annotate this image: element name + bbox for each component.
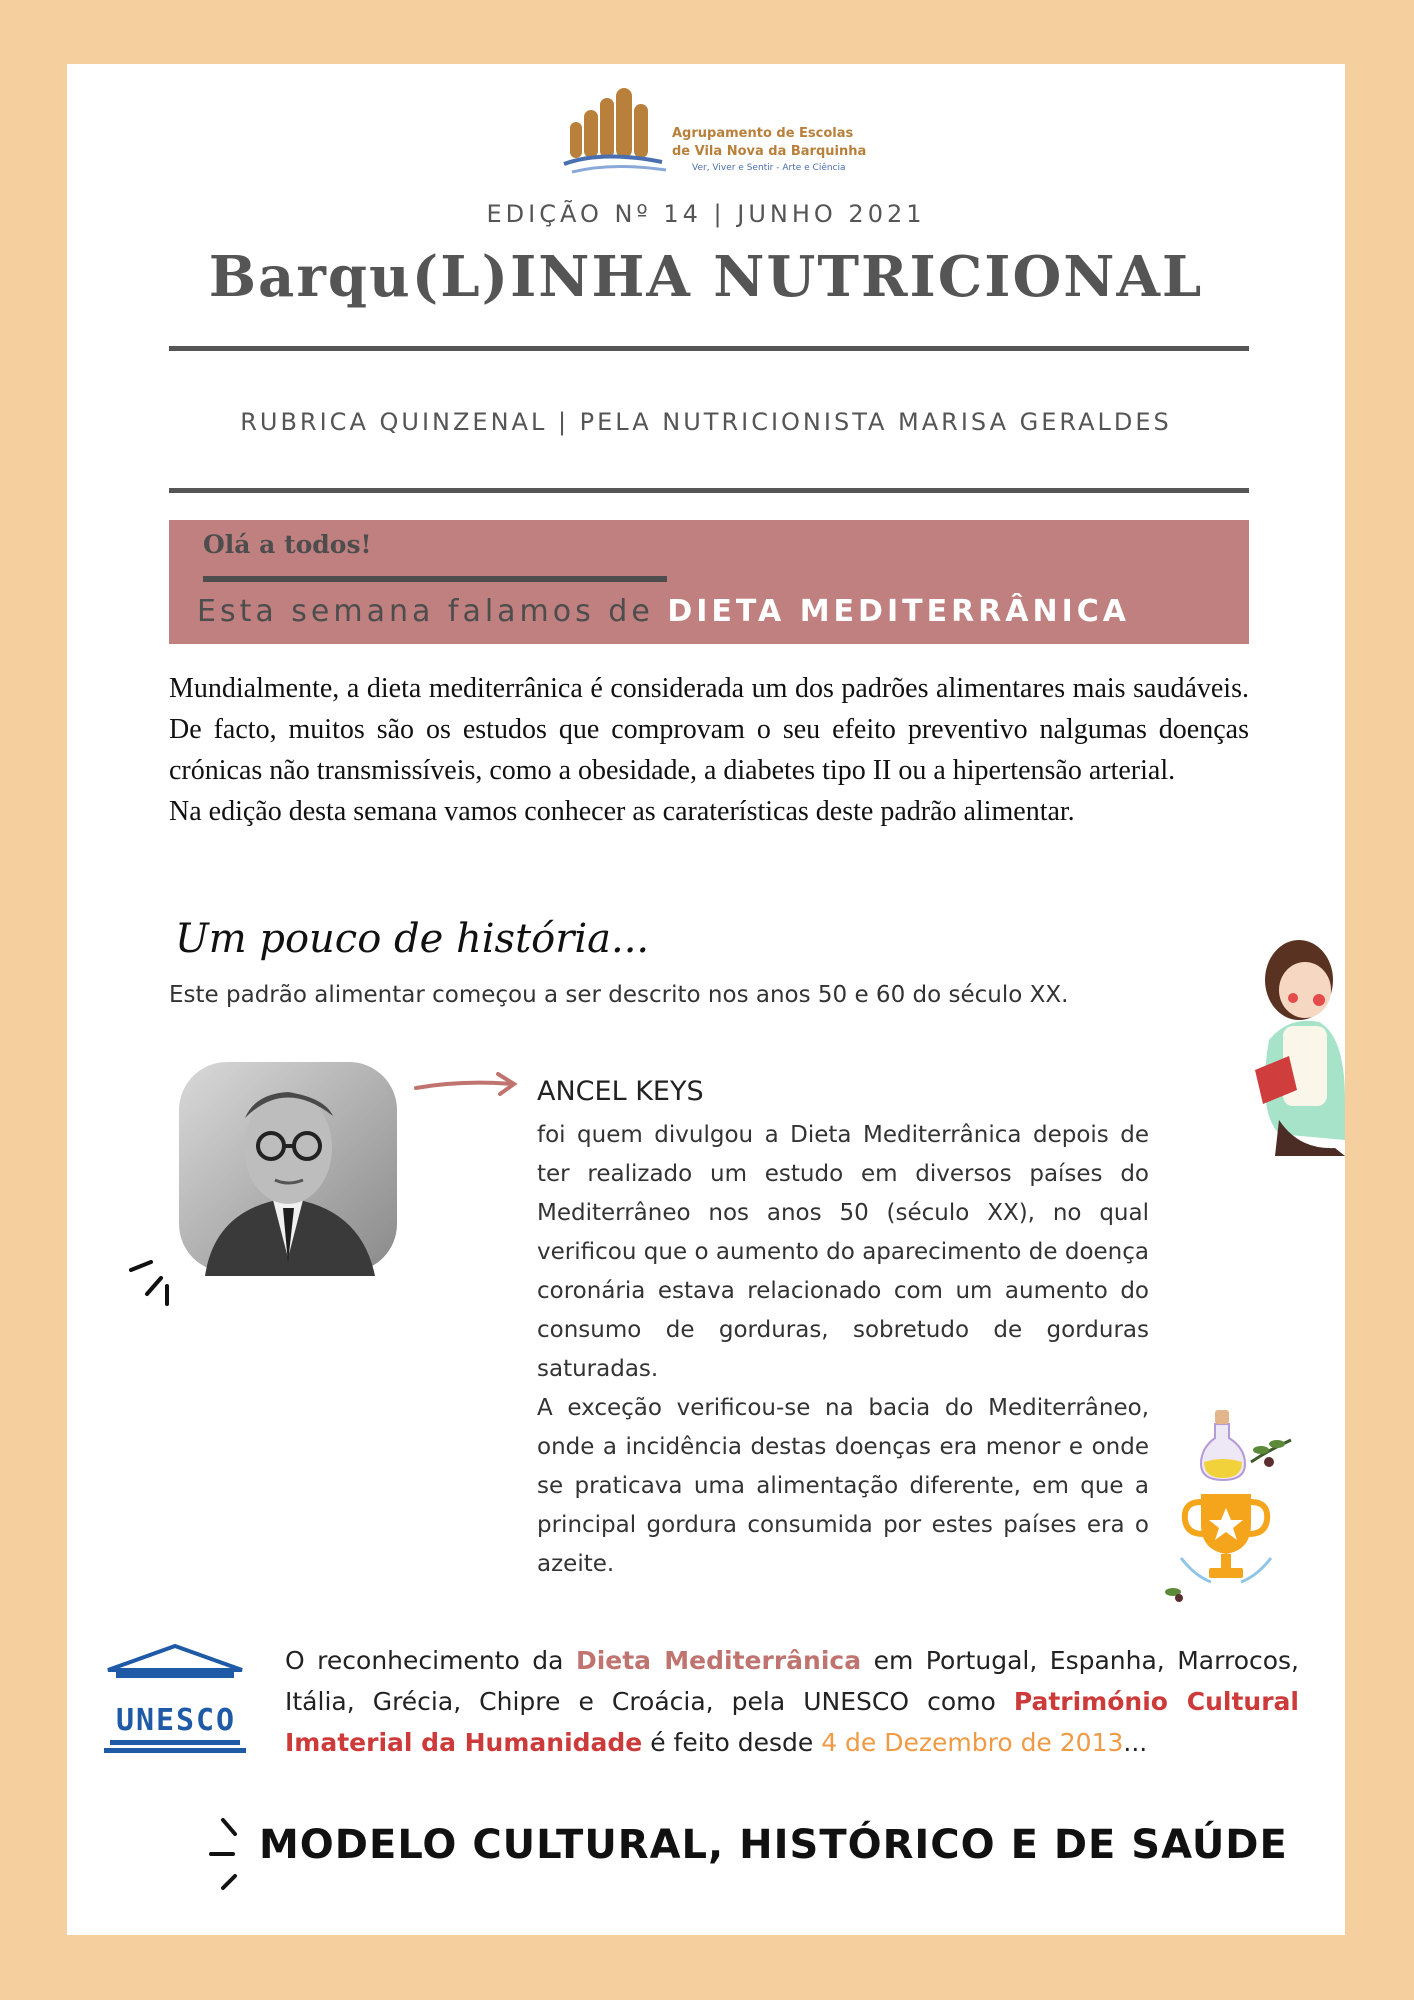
rubric-label: RUBRICA QUINZENAL | PELA NUTRICIONISTA MARISA GERALDES <box>240 408 1172 436</box>
unesco-highlight-diet: Dieta Mediterrânica <box>575 1646 862 1675</box>
accent-ticks-icon <box>127 1260 187 1310</box>
edition-label: EDIÇÃO Nº 14 | JUNHO 2021 <box>486 200 926 228</box>
trophy-icon <box>1165 1488 1275 1602</box>
olive-oil-jar-icon <box>1195 1404 1297 1484</box>
logo-line-2: de Vila Nova da Barquinha <box>672 144 867 159</box>
unesco-part-3: é feito desde <box>642 1728 822 1757</box>
portrait-photo <box>175 1058 401 1276</box>
topic-prefix: Esta semana falamos de <box>197 594 668 629</box>
person-text <box>537 1116 1149 1584</box>
unesco-logo-text: UNESCO <box>116 1703 234 1738</box>
unesco-part-2: em Portugal, Espanha, Marrocos, Itália, Grécia, Chipre e Croácia, pela UNESCO como <box>285 1646 1299 1716</box>
unesco-part-4: ... <box>1123 1728 1148 1757</box>
person-paragraph-2: A exceção verificou-se na bacia do Mediterrâneo, onde a incidência destas doenças era menor e onde se praticava uma alimentação diferente, em que a principal gordura consumida por estes países era o azeite. <box>537 1395 1149 1577</box>
girl-reading-illustration <box>1249 920 1345 1156</box>
intro-paragraph-2: Na edição desta semana vamos conhecer as caraterísticas deste padrão alimentar. <box>169 796 1075 827</box>
intro-text <box>169 668 1249 832</box>
school-logo <box>562 84 867 184</box>
greeting: Olá a todos! <box>203 530 372 559</box>
unesco-highlight-date: 4 de Dezembro de 2013 <box>821 1728 1124 1757</box>
intro-paragraph-1: Mundialmente, a dieta mediterrânica é considerada um dos padrões alimentares mais saudáveis. De facto, muitos são os estudos que comprovam o seu efeito preventivo nalgumas doenças crónicas não transmissíveis, como a obesidade, a diabetes tipo II ou a hipertensão arterial. <box>169 673 1249 786</box>
unesco-highlight-heritage: Património Cultural Imaterial da Humanidade <box>285 1687 1299 1757</box>
history-text: Este padrão alimentar começou a ser descrito nos anos 50 e 60 do século XX. <box>169 982 1069 1008</box>
unesco-recognition-text <box>285 1640 1299 1763</box>
history-heading: Um pouco de história... <box>175 916 650 962</box>
person-paragraph-1: foi quem divulgou a Dieta Mediterrânica depois de ter realizado um estudo em diversos países do Mediterrâneo nos anos 50 (século XX), no qual verificou que o aumento do aparecimento de doença coronária estava relacionado com um aumento do consumo de gorduras, sobretudo de gorduras saturadas. <box>537 1122 1149 1382</box>
person-name: ANCEL KEYS <box>537 1076 704 1107</box>
logo-line-1: Agrupamento de Escolas <box>672 126 854 141</box>
newsletter-page <box>67 64 1345 1935</box>
divider-top <box>169 346 1249 351</box>
topic-banner <box>169 520 1249 644</box>
banner-divider <box>203 576 667 582</box>
topic-highlight: DIETA MEDITERRÂNICA <box>667 594 1130 629</box>
accent-ticks-icon <box>207 1814 257 1894</box>
arrow-right-icon <box>412 1072 522 1098</box>
motto-heading: MODELO CULTURAL, HISTÓRICO E DE SAÚDE <box>259 1822 1288 1868</box>
unesco-temple-icon <box>102 1642 248 1754</box>
logo-buildings-icon <box>562 84 672 184</box>
logo-tagline: Ver, Viver e Sentir - Arte e Ciência <box>692 163 846 173</box>
unesco-part-1: O reconhecimento da <box>285 1646 576 1675</box>
topic-line <box>197 594 1130 629</box>
newsletter-title: Barqu(L)INHA NUTRICIONAL <box>208 244 1204 310</box>
divider-bottom <box>169 488 1249 493</box>
